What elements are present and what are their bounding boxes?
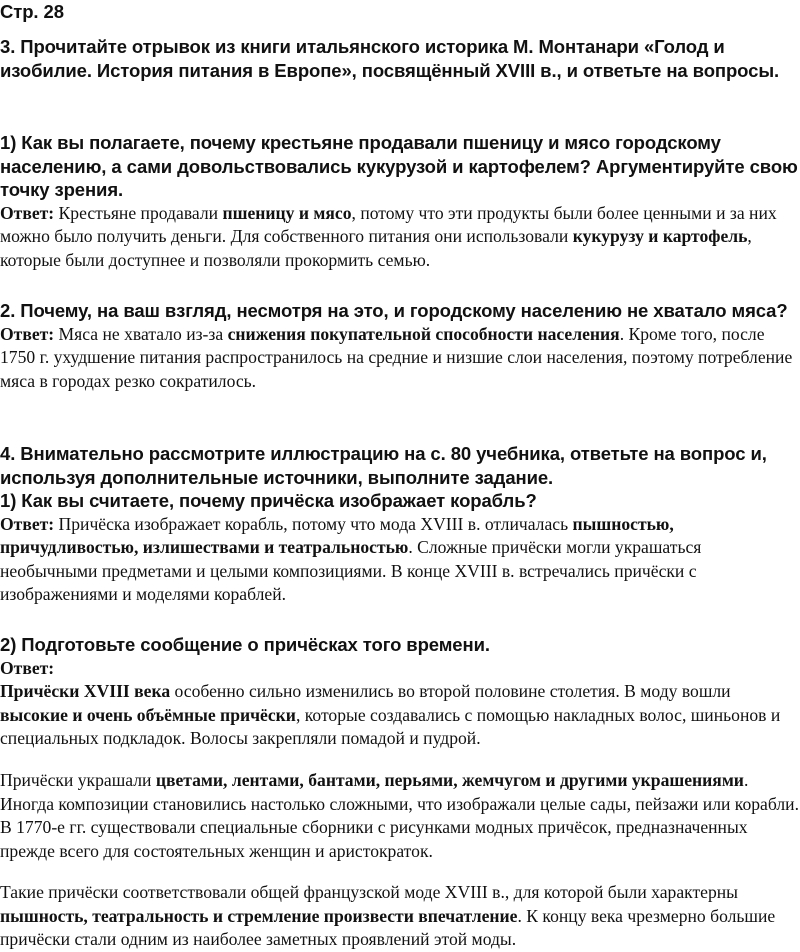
page-label-block	[0, 0, 800, 24]
answer-label: Ответ:	[0, 323, 55, 344]
hairstyle-paragraph-2-block	[0, 769, 800, 863]
task4-q1-answer: Ответ: Причёска изображает корабль, потому что мода XVIII в. отличалась пышностью, причудливостью, излишествами и театральностью. Сложные причёски могли украшаться необычными предметами и целыми композициями. В конце XVIII в. встречались причёски с изображениями и моделями кораблей.	[0, 513, 702, 605]
task3-title-block	[0, 35, 800, 82]
task4-q2-block	[0, 633, 800, 751]
task3-q2-answer: Ответ: Мяса не хватало из-за снижения покупательной способности населения. Кроме того, после 1750 г. ухудшение питания распространилось на средние и низшие слои населения, поэтому потребление мяса в городах резко сократилось.	[0, 323, 793, 391]
task4-title: 4. Внимательно рассмотрите иллюстрацию на с. 80 учебника, ответьте на вопрос и, используя дополнительные источники, выполните задание.	[0, 443, 767, 488]
task3-q2-question: 2. Почему, на ваш взгляд, несмотря на это, и городскому населению не хватало мяса?	[0, 300, 788, 321]
task4-q2-answer-label: Ответ:	[0, 657, 55, 678]
page-label: Стр. 28	[0, 1, 64, 22]
hairstyle-paragraph-3-block	[0, 881, 800, 952]
task3-q1-question: 1) Как вы полагаете, почему крестьяне продавали пшеницу и мясо городскому населению, а сами довольствовались кукурузой и картофелем? Аргументируйте свою точку зрения.	[0, 132, 798, 200]
task3-q2-block	[0, 299, 800, 393]
hairstyle-paragraph-3: Такие причёски соответствовали общей французской моде XVIII в., для которой были характерны пышность, театральность и стремление произвести впечатление. К концу века чрезмерно большие причёски стали одним из наиболее заметных проявлений этой моды.	[0, 882, 776, 950]
task4-q1-question: 1) Как вы считаете, почему причёска изображает корабль?	[0, 490, 537, 511]
task4-block	[0, 442, 800, 607]
task3-q1-answer: Ответ: Крестьяне продавали пшеницу и мясо, потому что эти продукты были более ценными и за них можно было получить деньги. Для собственного питания они использовали кукурузу и картофель, которые были доступнее и позволяли прокормить семью.	[0, 202, 777, 270]
task3-title: 3. Прочитайте отрывок из книги итальянского историка М. Монтанари «Голод и изобилие. История питания в Европе», посвящённый XVIII в., и ответьте на вопросы.	[0, 36, 780, 81]
answer-label: Ответ:	[0, 202, 55, 223]
task3-q1-block	[0, 131, 800, 272]
task4-q2-question: 2) Подготовьте сообщение о причёсках того времени.	[0, 634, 490, 655]
hairstyle-paragraph-2: Причёски украшали цветами, лентами, бантами, перьями, жемчугом и другими украшениями. Иногда композиции становились настолько сложными, что изображали целые сады, пейзажи или корабли. В 1770-е гг. существовали специальные сборники с рисунками модных причёсок, предназначенных прежде всего для состоятельных женщин и аристократок.	[0, 770, 799, 861]
hairstyle-paragraph-1: Причёски XVIII века особенно сильно изменились во второй половине столетия. В моду вошли высокие и очень объёмные причёски, которые создавались с помощью накладных волос, шиньонов и специальных подкладок. Волосы закрепляли помадой и пудрой.	[0, 681, 781, 749]
answer-label: Ответ:	[0, 513, 55, 534]
